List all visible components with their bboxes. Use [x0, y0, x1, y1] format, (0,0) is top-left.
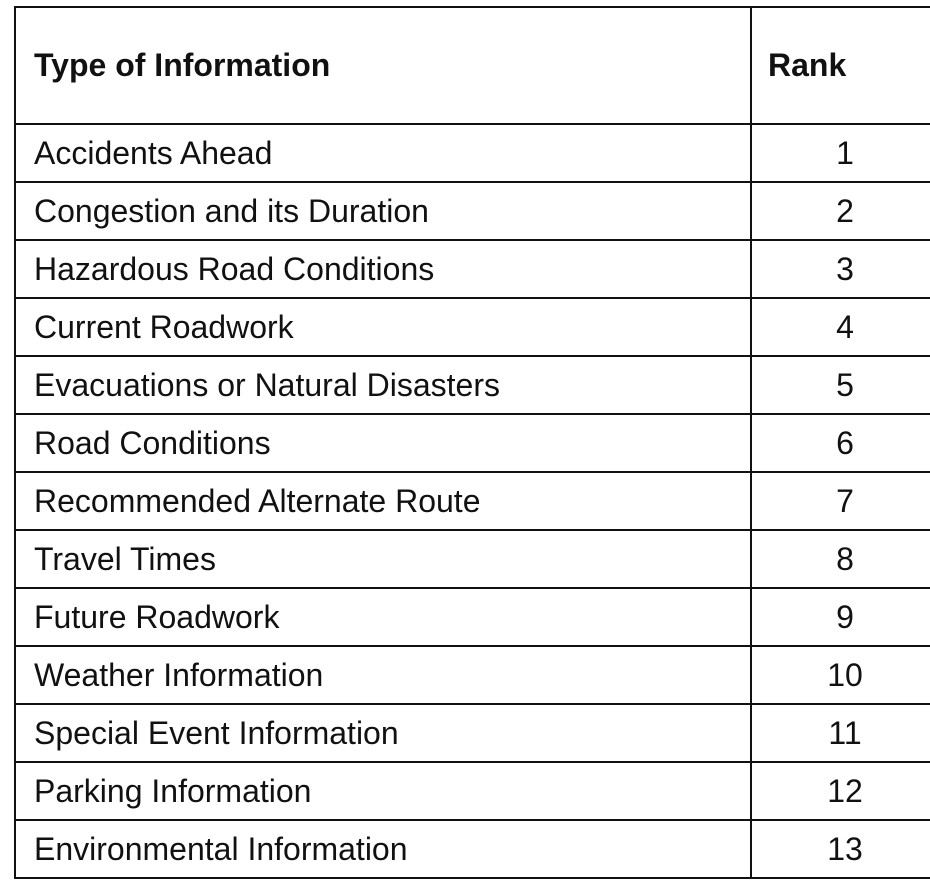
- table-row: [15, 530, 930, 588]
- rank-value: 12: [827, 772, 863, 809]
- rank-value: 1: [836, 134, 854, 171]
- rank-value: 2: [836, 192, 854, 229]
- type-cell: Parking Information: [15, 762, 751, 820]
- rank-value: 11: [828, 714, 862, 751]
- table-row: [15, 298, 930, 356]
- rank-cell: [751, 298, 930, 356]
- table-header-row: [15, 7, 930, 124]
- rank-cell: [751, 124, 930, 182]
- type-cell: Road Conditions: [15, 414, 751, 472]
- rank-cell: [751, 646, 930, 704]
- type-cell: Travel Times: [15, 530, 751, 588]
- type-cell: Recommended Alternate Route: [15, 472, 751, 530]
- rank-value: 5: [836, 366, 854, 403]
- type-cell: Current Roadwork: [15, 298, 751, 356]
- table-row: [15, 472, 930, 530]
- table-row: [15, 356, 930, 414]
- column-header-type: Type of Information: [15, 7, 751, 124]
- rank-cell: [751, 182, 930, 240]
- rank-cell: [751, 414, 930, 472]
- rank-cell: [751, 356, 930, 414]
- column-header-rank: Rank: [751, 7, 930, 124]
- type-cell: Accidents Ahead: [15, 124, 751, 182]
- rank-value: 8: [836, 540, 854, 577]
- rank-value: 13: [827, 830, 863, 867]
- table-row: [15, 182, 930, 240]
- type-cell: Hazardous Road Conditions: [15, 240, 751, 298]
- rank-value: 6: [836, 424, 854, 461]
- ranking-table-container: [14, 6, 930, 879]
- rank-value: 10: [827, 656, 863, 693]
- table-row: [15, 588, 930, 646]
- rank-value: 9: [836, 598, 854, 635]
- type-cell: Weather Information: [15, 646, 751, 704]
- rank-value: 7: [836, 482, 854, 519]
- rank-cell: [751, 762, 930, 820]
- rank-value: 4: [836, 308, 854, 345]
- table-row: [15, 124, 930, 182]
- table-row: [15, 704, 930, 762]
- type-cell: Evacuations or Natural Disasters: [15, 356, 751, 414]
- information-ranking-table: [14, 6, 930, 879]
- table-row: [15, 240, 930, 298]
- rank-cell: [751, 820, 930, 878]
- rank-cell: [751, 588, 930, 646]
- table-row: [15, 414, 930, 472]
- rank-cell: [751, 704, 930, 762]
- rank-cell: [751, 240, 930, 298]
- type-cell: Congestion and its Duration: [15, 182, 751, 240]
- rank-cell: [751, 472, 930, 530]
- table-row: [15, 646, 930, 704]
- table-row: [15, 762, 930, 820]
- type-cell: Environmental Information: [15, 820, 751, 878]
- type-cell: Future Roadwork: [15, 588, 751, 646]
- rank-value: 3: [836, 250, 854, 287]
- rank-cell: [751, 530, 930, 588]
- table-row: [15, 820, 930, 878]
- type-cell: Special Event Information: [15, 704, 751, 762]
